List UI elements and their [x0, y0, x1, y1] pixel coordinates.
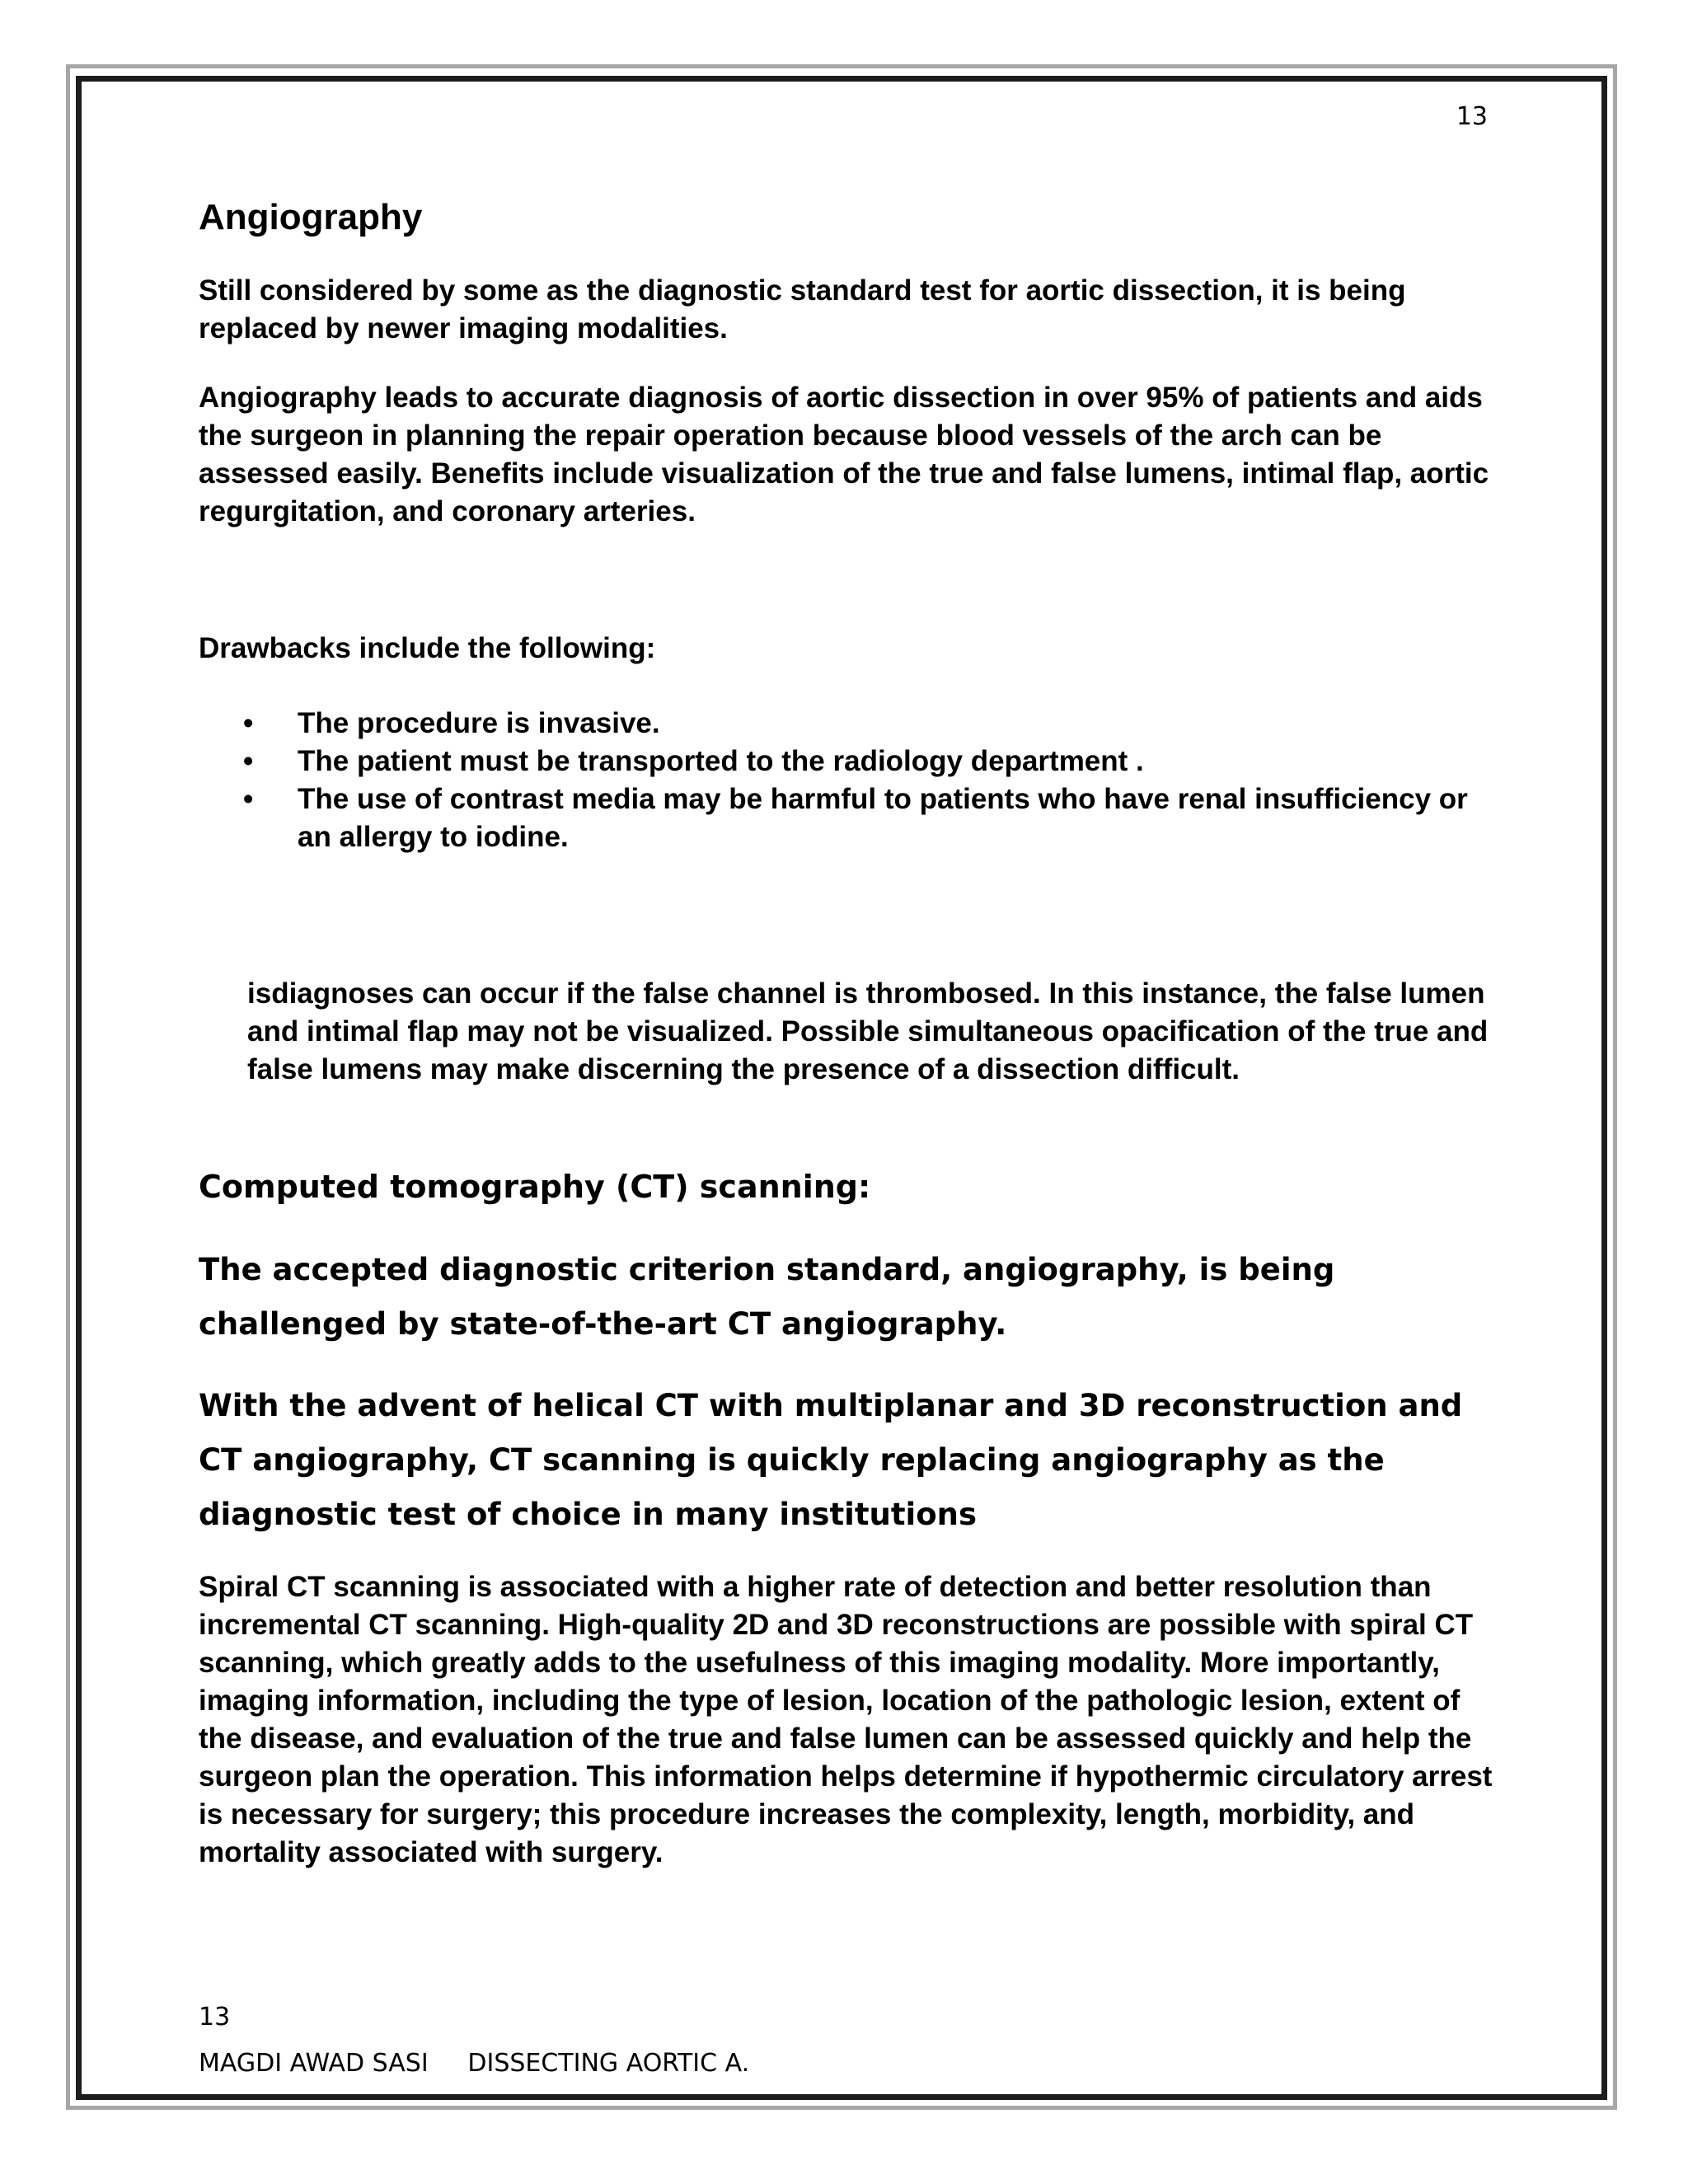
bullet-icon: •	[243, 707, 254, 739]
angiography-paragraph-2: Angiography leads to accurate diagnosis of aortic dissection in over 95% of patients and aids the surgeon in planning the repair operation because blood vessels of the arch can be assessed easily. Benefits include visualization of the true and false lumens, intimal flap, aortic regurgitation, and coronary arteries.	[199, 382, 1489, 527]
ct-paragraph-1: The accepted diagnostic criterion standard, angiography, is being challenged by state-of-the-art CT angiography.	[199, 1252, 1335, 1342]
ct-paragraph-3: Spiral CT scanning is associated with a higher rate of detection and better resolution than incremental CT scanning. High-quality 2D and 3D reconstructions are possible with spiral CT scanning, which greatly adds to the usefulness of this imaging modality. More importantly, imaging information, including the type of lesion, location of the pathologic lesion, extent of the disease, and evaluation of the true and false lumen can be assessed quickly and help the surgeon plan the operation. This information helps determine if hypothermic circulatory arrest is necessary for surgery; this procedure increases the complexity, length, morbidity, and mortality associated with surgery.	[199, 1571, 1493, 1868]
ct-paragraph-2: With the advent of helical CT with multiplanar and 3D reconstruction and CT angiography, CT scanning is quickly replacing angiography as the diagnostic test of choice in many institutions	[199, 1388, 1463, 1532]
list-item-text: The procedure is invasive.	[298, 707, 660, 739]
angiography-heading: Angiography	[199, 197, 423, 237]
list-item-text: The patient must be transported to the radiology department .	[298, 745, 1144, 777]
list-item	[199, 743, 1501, 780]
list-item	[199, 705, 1501, 743]
page-number-top: 13	[1456, 102, 1488, 131]
misdiagnoses-paragraph: isdiagnoses can occur if the false channel is thrombosed. In this instance, the false lumen and intimal flap may not be visualized. Possible simultaneous opacification of the true and false lumens may make discerning the presence of a dissection difficult.	[247, 977, 1489, 1085]
list-item	[199, 780, 1501, 856]
drawbacks-intro: Drawbacks include the following:	[199, 632, 656, 664]
bullet-icon: •	[243, 783, 254, 815]
angiography-paragraph-1: Still considered by some as the diagnostic standard test for aortic dissection, it is being replaced by newer imaging modalities.	[199, 274, 1406, 344]
drawbacks-list	[199, 705, 1501, 856]
bullet-icon: •	[243, 745, 254, 777]
ct-heading: Computed tomography (CT) scanning:	[199, 1169, 871, 1205]
footer-author-title: MAGDI AWAD SASI DISSECTING AORTIC A.	[199, 2049, 750, 2078]
footer-page-number: 13	[199, 2003, 231, 2032]
list-item-text: The use of contrast media may be harmful to patients who have renal insufficiency or an allergy to iodine.	[298, 783, 1468, 853]
